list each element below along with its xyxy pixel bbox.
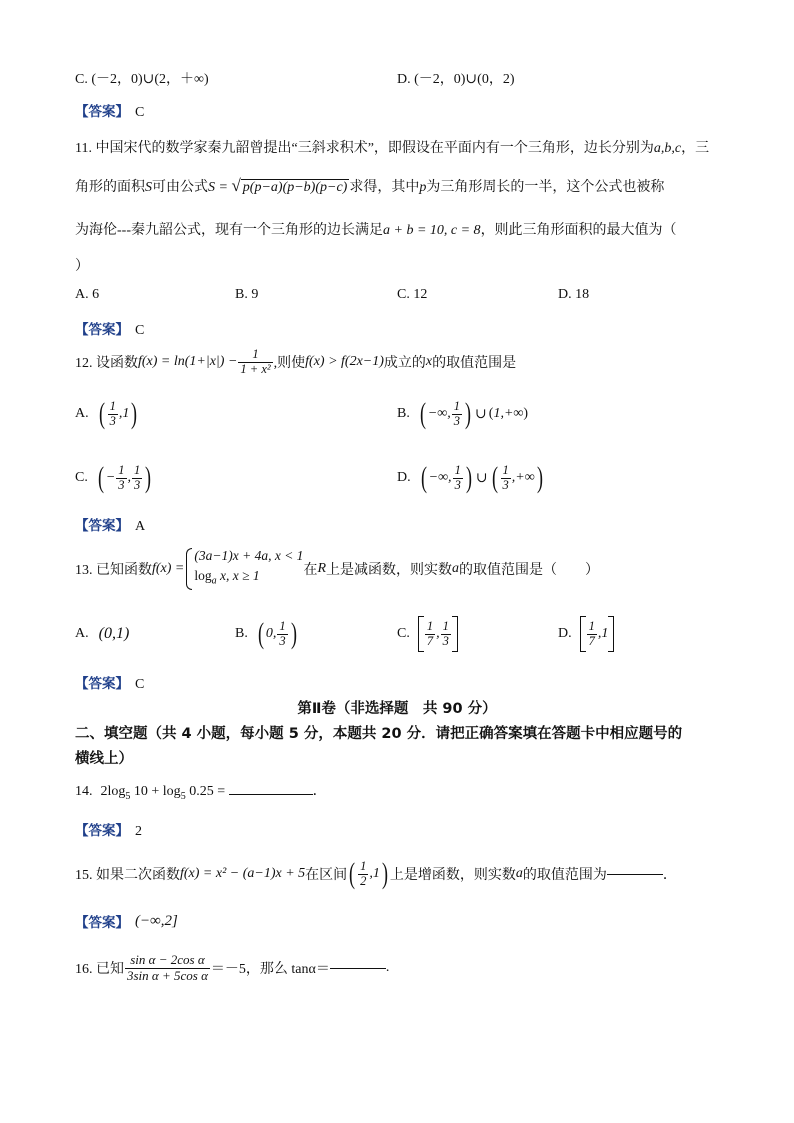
frac-denominator: 3 <box>279 633 286 648</box>
q10-option-c: C. (－2，0)∪(2，＋∞) <box>75 72 209 87</box>
piecewise-row-2 <box>194 566 303 592</box>
option-label: D. <box>397 470 411 485</box>
q14-expr: 0.25 = <box>185 784 229 799</box>
q13-var-r: R <box>317 561 326 576</box>
q15-stem <box>75 852 677 896</box>
answer-label: 【答案】 <box>75 823 129 839</box>
frac-numerator: 1 <box>453 398 461 413</box>
frac-denominator: 3 <box>134 477 141 492</box>
frac-denominator: 3 <box>109 413 116 428</box>
value-zero: 0, <box>265 626 277 641</box>
fraction <box>116 464 126 493</box>
log-text: log <box>194 568 212 584</box>
section2-heading-line2: 横线上） <box>75 751 133 767</box>
paren-open: ( <box>491 461 498 494</box>
comma: , <box>127 470 132 485</box>
q12-text: 12. 设函数 <box>75 356 138 371</box>
frac-denominator: 7 <box>588 633 595 648</box>
bracket-open <box>418 616 424 652</box>
q11-var-p: p <box>419 180 427 195</box>
paren-close: ) <box>145 461 152 494</box>
frac-denominator: 2 <box>360 873 367 888</box>
part2-title: 第Ⅱ卷（非选择题 共 90 分） <box>297 701 497 717</box>
paren-close: ) <box>465 397 472 430</box>
q15-answer <box>75 911 178 931</box>
answer-blank <box>607 874 663 875</box>
neg-infinity: −∞, <box>428 470 452 485</box>
q13-text: 上是减函数，则实数 <box>326 563 452 578</box>
q11-var-s: S <box>145 180 152 195</box>
fraction <box>132 464 142 493</box>
answer-value: A <box>135 519 146 534</box>
paren-open: ( <box>420 461 427 494</box>
paren-open: ( <box>349 857 356 890</box>
frac-denominator: 3 <box>442 633 449 648</box>
answer-value: C <box>135 677 145 692</box>
piecewise-row-1: (3a−1)x + 4a, x < 1 <box>194 548 304 564</box>
frac-numerator: 1 <box>502 462 509 477</box>
q11-text: 为海伦---秦九韶公式，现有一个三角形的边长满足 <box>75 223 383 238</box>
fraction <box>501 464 511 493</box>
answer-blank <box>330 968 386 969</box>
interval: ( <box>488 406 494 421</box>
option-label: C. <box>75 470 88 485</box>
answer-label: 【答案】 <box>75 915 129 931</box>
fraction <box>587 620 597 649</box>
q11-answer <box>75 318 144 339</box>
frac-numerator: 1 <box>360 858 367 873</box>
fraction <box>358 860 368 889</box>
paren-open: ( <box>97 461 104 494</box>
q15-text: 上是增函数，则实数 <box>389 868 516 883</box>
q13-var-a: a <box>452 561 459 576</box>
log-base: 5 <box>125 790 131 802</box>
q16-text: 16. 已知 <box>75 962 124 977</box>
q14-period: ． <box>312 784 327 799</box>
bracket-open <box>580 616 586 652</box>
bracket-close <box>608 616 614 652</box>
option-value: (0,1) <box>98 625 130 642</box>
pos-infinity: +∞ <box>503 406 524 421</box>
fraction <box>453 464 463 493</box>
answer-label: 【答案】 <box>75 104 129 120</box>
comma: , <box>500 406 504 421</box>
q11-text: ，则此三角形面积的最大值为（ <box>480 223 677 238</box>
answer-value: C <box>135 323 145 338</box>
q11-text: 为三角形周长的一半，这个公式也被称 <box>426 180 665 195</box>
answer-label: 【答案】 <box>75 676 129 692</box>
q15-period: ． <box>662 868 677 883</box>
q13-option-c <box>397 612 458 656</box>
fraction <box>452 400 462 429</box>
q15-var-a: a <box>515 866 523 881</box>
comma: , <box>511 470 516 485</box>
answer-value: C <box>135 105 145 120</box>
neg-infinity: −∞, <box>427 406 451 421</box>
q12-stem <box>75 342 516 382</box>
union-symbol: ∪ <box>475 470 488 486</box>
paren-open: ( <box>419 397 426 430</box>
q12-function: f(x) = ln(1+|x|) − <box>138 354 238 369</box>
log-base: a <box>211 575 217 587</box>
frac-numerator: 1 <box>109 398 116 413</box>
q13-text: 13. 已知函数 <box>75 563 152 578</box>
fraction <box>441 620 451 649</box>
comma: , <box>118 406 123 421</box>
log-base: 5 <box>180 790 186 802</box>
q11-formula-radicand: p(p−a)(p−b)(p−c) <box>242 180 348 195</box>
q12-fraction <box>238 348 272 377</box>
comma: , <box>436 626 440 641</box>
answer-value: (−∞,2] <box>135 912 178 929</box>
paren-open: ( <box>98 397 105 430</box>
minus-sign: − <box>105 470 116 485</box>
q14-expr: 10 + log <box>130 784 181 799</box>
q12-option-a <box>75 392 139 436</box>
q12-answer <box>75 514 145 535</box>
q16-text: ＝－5，那么 tanα＝ <box>210 962 330 977</box>
frac-numerator: 1 <box>252 346 259 361</box>
q16-stem <box>75 946 389 990</box>
q11-line3 <box>75 219 677 239</box>
q14-number: 14. <box>75 784 93 799</box>
paren-close: ) <box>381 857 388 890</box>
q14-answer <box>75 819 142 840</box>
q11-option-c: C. 12 <box>397 287 428 302</box>
q14-expr: 2log <box>100 784 126 799</box>
q16-fraction <box>125 953 210 983</box>
fraction <box>277 620 287 649</box>
frac-denominator: 7 <box>426 633 434 648</box>
q12-var-x: x <box>425 354 433 369</box>
q13-option-a <box>75 612 129 656</box>
fraction <box>425 620 435 649</box>
frac-numerator: sin α − 2cos α <box>130 952 205 968</box>
q13-function: f(x) = <box>152 561 185 576</box>
q11-condition: a + b = 10, c = 8 <box>383 223 481 238</box>
frac-denominator: 3 <box>454 477 461 492</box>
q11-line1 <box>75 137 709 157</box>
answer-blank <box>229 794 313 795</box>
frac-denominator: 3 <box>453 413 461 428</box>
answer-label: 【答案】 <box>75 322 129 338</box>
paren-close-small: ) <box>523 406 529 421</box>
q15-function: f(x) = x² − (a−1)x + 5 <box>180 866 306 881</box>
frac-denominator: 3 <box>502 477 509 492</box>
q10-option-d: D. (－2，0)∪(0，2) <box>397 72 515 87</box>
q11-option-b: B. 9 <box>235 287 259 302</box>
answer-value: 2 <box>135 824 142 839</box>
paren-close: ) <box>290 617 297 650</box>
option-label: B. <box>397 406 410 421</box>
sqrt-icon: √ <box>231 176 241 195</box>
bracket-close <box>452 616 458 652</box>
q13-stem <box>75 546 599 592</box>
q15-text: 15. 如果二次函数 <box>75 868 180 883</box>
q11-sides: a,b,c <box>653 141 682 156</box>
frac-numerator: 1 <box>118 462 125 477</box>
q11-option-a: A. 6 <box>75 287 100 302</box>
frac-numerator: 1 <box>442 618 449 633</box>
paren-open: ( <box>257 617 264 650</box>
piecewise-system <box>184 546 303 592</box>
q13-option-b <box>235 612 299 656</box>
option-label: A. <box>75 626 89 641</box>
q15-text: 的取值范围为 <box>522 868 607 883</box>
paren-close: ) <box>536 461 543 494</box>
paren-close: ) <box>131 397 138 430</box>
option-label: A. <box>75 406 89 421</box>
frac-numerator: 1 <box>134 462 141 477</box>
value: 1 <box>122 406 130 421</box>
frac-numerator: 1 <box>426 618 434 633</box>
q10-answer <box>75 100 144 121</box>
q12-option-c <box>75 456 153 500</box>
q13-text: 在 <box>303 563 318 578</box>
frac-numerator: 1 <box>454 462 461 477</box>
q12-text: 成立的 <box>383 356 426 371</box>
row-tail: x, x ≥ 1 <box>216 568 260 584</box>
paren-close: ) <box>465 461 472 494</box>
value: 1 <box>493 406 501 421</box>
option-label: C. <box>397 626 410 641</box>
q11-text: ，三 <box>681 141 710 156</box>
option-label: B. <box>235 626 248 641</box>
frac-denominator: 3 <box>118 477 125 492</box>
q13-answer <box>75 672 144 693</box>
q12-text: 的取值范围是 <box>432 356 517 371</box>
pos-infinity: +∞ <box>515 470 535 485</box>
q11-line4: ） <box>75 259 89 274</box>
option-label: D. <box>558 626 572 641</box>
q14-stem <box>75 780 327 802</box>
q11-text: 角形的面积 <box>75 180 145 195</box>
q11-line2 <box>75 176 664 196</box>
answer-label: 【答案】 <box>75 518 129 534</box>
value: ,1 <box>597 626 609 641</box>
frac-numerator: 1 <box>279 618 286 633</box>
q11-option-d: D. 18 <box>558 287 590 302</box>
q12-option-b <box>397 392 528 436</box>
fraction <box>108 400 118 429</box>
q11-formula-lhs: S = <box>208 180 232 195</box>
frac-numerator: 1 <box>588 618 595 633</box>
q11-text: 可由公式 <box>152 180 208 195</box>
q12-option-d <box>397 456 545 500</box>
section2-heading-line1: 二、填空题（共 4 小题，每小题 5 分，本题共 20 分．请把正确答案填在答题卡中相应题号的 <box>75 726 683 742</box>
union-symbol: ∪ <box>475 406 487 422</box>
q11-text: 求得，其中 <box>349 180 420 195</box>
frac-denominator: 3sin α + 5cos α <box>127 967 208 983</box>
q13-option-d <box>558 612 614 656</box>
q15-text: 在区间 <box>305 868 348 883</box>
q13-text: 的取值范围是（ ） <box>459 563 599 578</box>
q12-inequality: f(x) > f(2x−1) <box>305 354 384 369</box>
q16-period: . <box>385 960 390 975</box>
value: ,1 <box>369 866 380 881</box>
frac-denominator: 1 + x² <box>240 361 271 376</box>
q12-text: ,则使 <box>273 356 306 371</box>
q11-text: 11. 中国宋代的数学家秦九韶曾提出“三斜求积术”，即假设在平面内有一个三角形，边长分别为 <box>75 141 654 156</box>
